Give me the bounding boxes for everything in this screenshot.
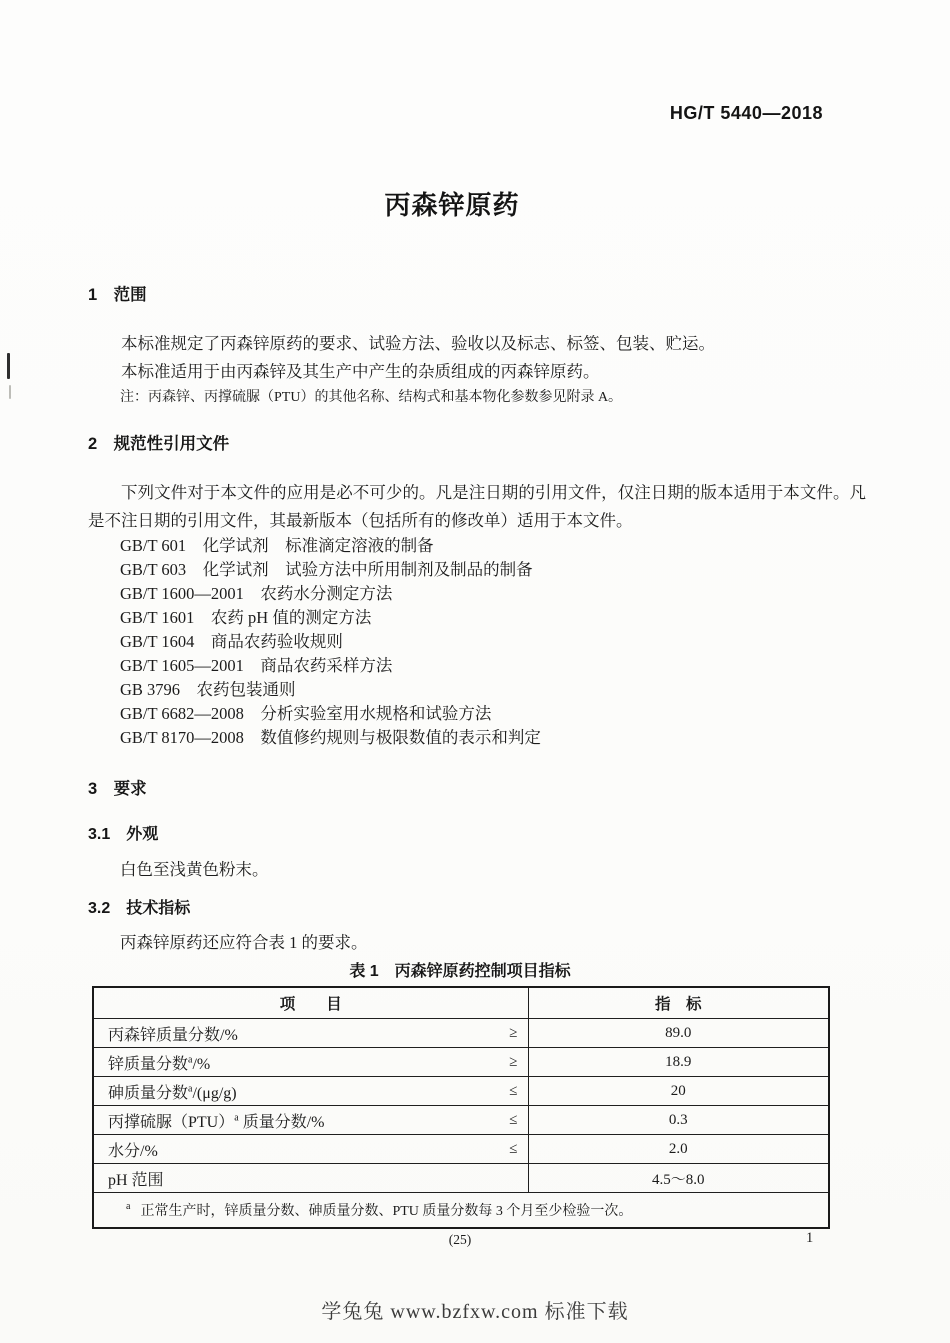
scan-edge-mark-faint (9, 385, 11, 399)
row-index-value: 4.5～8.0 (528, 1164, 829, 1193)
section-3-1-body: 白色至浅黄色粉末。 (120, 860, 269, 879)
section-3-2-heading: 3.2 技术指标 (88, 900, 191, 917)
row-relation-symbol: ≥ (509, 1024, 518, 1041)
row-item-sup-marker: a (188, 1054, 193, 1066)
reference-item: GB/T 6682—2008 分析实验室用水规格和试验方法 (120, 704, 492, 723)
row-item-text: 丙撑硫脲（PTU） (108, 1113, 235, 1131)
row-relation-symbol: ≤ (509, 1140, 518, 1157)
table-row (93, 1019, 829, 1048)
reference-item: GB/T 1601 农药 pH 值的测定方法 (120, 608, 372, 627)
row-item-label (108, 1167, 164, 1190)
row-item-label (108, 1080, 237, 1103)
reference-item: GB/T 1604 商品农药验收规则 (120, 632, 343, 651)
row-item-text: 锌质量分数 (108, 1055, 189, 1073)
reference-item: GB/T 1605—2001 商品农药采样方法 (120, 656, 393, 675)
row-item-sup-marker: a (188, 1083, 193, 1095)
section-3-heading: 3 要求 (88, 780, 147, 798)
row-item-sup-marker: a (234, 1112, 239, 1124)
row-index-value: 89.0 (528, 1019, 829, 1048)
standard-code: HG/T 5440—2018 (669, 103, 823, 123)
reference-item: GB/T 8170—2008 数值修约规则与极限数值的表示和判定 (120, 728, 541, 747)
reference-item: GB/T 1600—2001 农药水分测定方法 (120, 584, 393, 603)
row-item-label (108, 1022, 238, 1045)
reference-item: GB/T 601 化学试剂 标准滴定溶液的制备 (120, 536, 434, 555)
section-3-2-body: 丙森锌原药还应符合表 1 的要求。 (120, 933, 368, 952)
section-1-note: 注：丙森锌、丙撑硫脲（PTU）的其他名称、结构式和基本物化参数参见附录 A。 (120, 390, 623, 405)
table-row (93, 1077, 829, 1106)
table-row (93, 1135, 829, 1164)
row-index-value: 18.9 (528, 1048, 829, 1077)
row-item-text: 水分/% (108, 1142, 158, 1160)
row-item-label (108, 1051, 210, 1074)
table-row (93, 1048, 829, 1077)
row-item-label (108, 1109, 324, 1132)
column-header-index: 指 标 (528, 987, 829, 1019)
row-index-value: 20 (528, 1077, 829, 1106)
page-number: 1 (806, 1230, 814, 1246)
table-row (93, 1164, 829, 1193)
row-item-text: pH 范围 (108, 1171, 164, 1189)
section-2-heading: 2 规范性引用文件 (88, 435, 230, 453)
scan-edge-mark (7, 353, 10, 379)
table-row (93, 1106, 829, 1135)
row-item-text-post: /(μg/g) (192, 1084, 237, 1102)
row-relation-symbol: ≥ (509, 1053, 518, 1070)
section-3-1-heading: 3.1 外观 (88, 826, 159, 843)
row-item-text-post: 质量分数/% (238, 1113, 325, 1131)
watermark-text: 学兔兔 www.bzfxw.com 标准下载 (321, 1301, 629, 1323)
footnote-text: 正常生产时，锌质量分数、砷质量分数、PTU 质量分数每 3 个月至少检验一次。 (140, 1204, 633, 1219)
section-1-paragraph-1: 本标准规定了丙森锌原药的要求、试验方法、验收以及标志、标签、包装、贮运。 (121, 334, 715, 353)
row-index-value: 2.0 (528, 1135, 829, 1164)
table-1-caption: 表 1 丙森锌原药控制项目指标 (349, 963, 571, 980)
section-1-paragraph-2: 本标准适用于由丙森锌及其生产中产生的杂质组成的丙森锌原药。 (121, 362, 600, 381)
section-2-paragraph: 下列文件对于本文件的应用是必不可少的。凡是注日期的引用文件，仅注日期的版本适用于本文件。凡是不注日期的引用文件，其最新版本（包括所有的修改单）适用于本文件。 (88, 483, 866, 530)
row-item-text: 砷质量分数 (108, 1084, 189, 1102)
row-relation-symbol: ≤ (509, 1111, 518, 1128)
section-1-heading: 1 范围 (88, 286, 147, 304)
column-header-item: 项 目 (93, 987, 528, 1019)
table-footnote-row (93, 1193, 829, 1229)
table-header-row (93, 987, 829, 1019)
row-item-label (108, 1138, 158, 1161)
row-item-text: 丙森锌质量分数/% (108, 1026, 238, 1044)
row-index-value: 0.3 (528, 1106, 829, 1135)
table-1-spec-table (92, 986, 830, 1229)
footnote-marker: a (126, 1201, 131, 1213)
reference-item: GB/T 603 化学试剂 试验方法中所用制剂及制品的制备 (120, 560, 533, 579)
document-title: 丙森锌原药 (384, 190, 520, 220)
reference-item: GB 3796 农药包装通则 (120, 680, 296, 699)
footer-sheet-marker: (25) (448, 1232, 472, 1247)
normative-references-list (120, 534, 541, 750)
row-relation-symbol: ≤ (509, 1082, 518, 1099)
row-item-text-post: /% (192, 1055, 211, 1073)
